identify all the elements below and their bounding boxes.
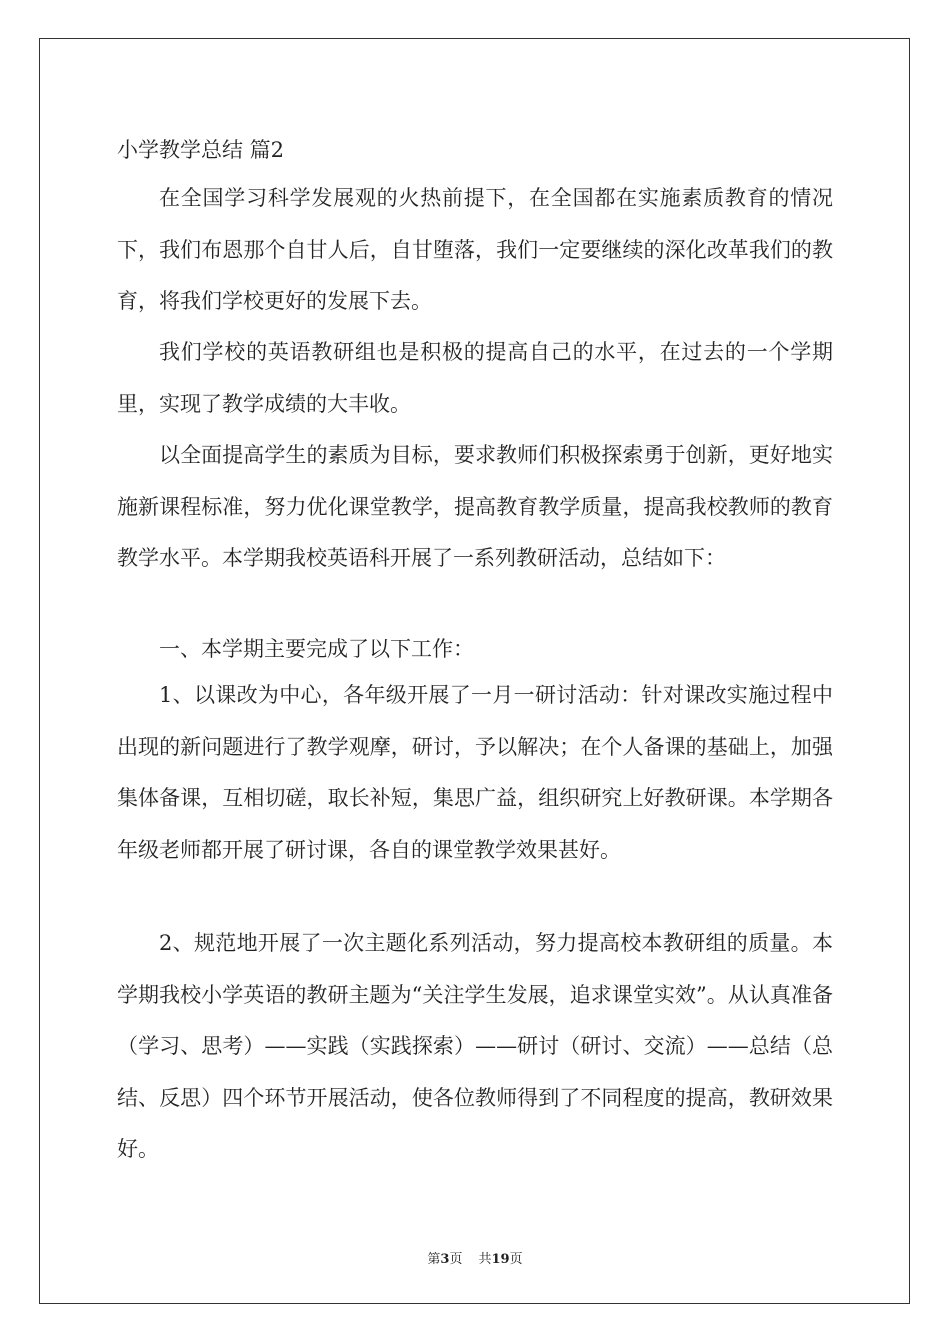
paragraph-1: 在全国学习科学发展观的火热前提下，在全国都在实施素质教育的情况下，我们布恩那个自甘人后，自甘堕落，我们一定要继续的深化改革我们的教育，将我们学校更好的发展下去。 — [117, 186, 833, 313]
paragraph-5: 1、以课改为中心，各年级开展了一月一研讨活动：针对课改实施过程中出现的新问题进行了教学观摩，研讨，予以解决；在个人备课的基础上，加强集体备课，互相切磋，取长补短，集思广益，组织研究上好教研课。本学期各年级老师都开展了研讨课，各自的课堂教学效果甚好。 — [117, 683, 833, 862]
page-number: 3 — [440, 1252, 450, 1267]
document-title: 小学教学总结 篇2 — [117, 138, 285, 162]
paragraph-6: 2、规范地开展了一次主题化系列活动，努力提高校本教研组的质量。本学期我校小学英语的教研主题为“关注学生发展，追求课堂实效”。从认真准备（学习、思考）——实践（实践探索）——研讨（研讨、交流）——总结（总结、反思）四个环节开展活动，使各位教师得到了不同程度的提高，教研效果好。 — [117, 931, 833, 1161]
page-footer — [0, 1248, 950, 1267]
page-prefix: 第 — [427, 1252, 441, 1267]
paragraph-2: 我们学校的英语教研组也是积极的提高自己的水平，在过去的一个学期里，实现了教学成绩的大丰收。 — [117, 340, 833, 416]
paragraph-4: 一、本学期主要完成了以下工作： — [159, 637, 474, 661]
total-prefix: 共 — [478, 1252, 492, 1267]
paragraph-3: 以全面提高学生的素质为目标，要求教师们积极探索勇于创新，更好地实施新课程标准，努力优化课堂教学，提高教育教学质量，提高我校教师的教育教学水平。本学期我校英语科开展了一系列教研活动，总结如下： — [117, 443, 833, 570]
page-suffix: 页 — [449, 1252, 463, 1267]
total-suffix: 页 — [509, 1252, 523, 1267]
total-pages: 19 — [491, 1252, 510, 1267]
